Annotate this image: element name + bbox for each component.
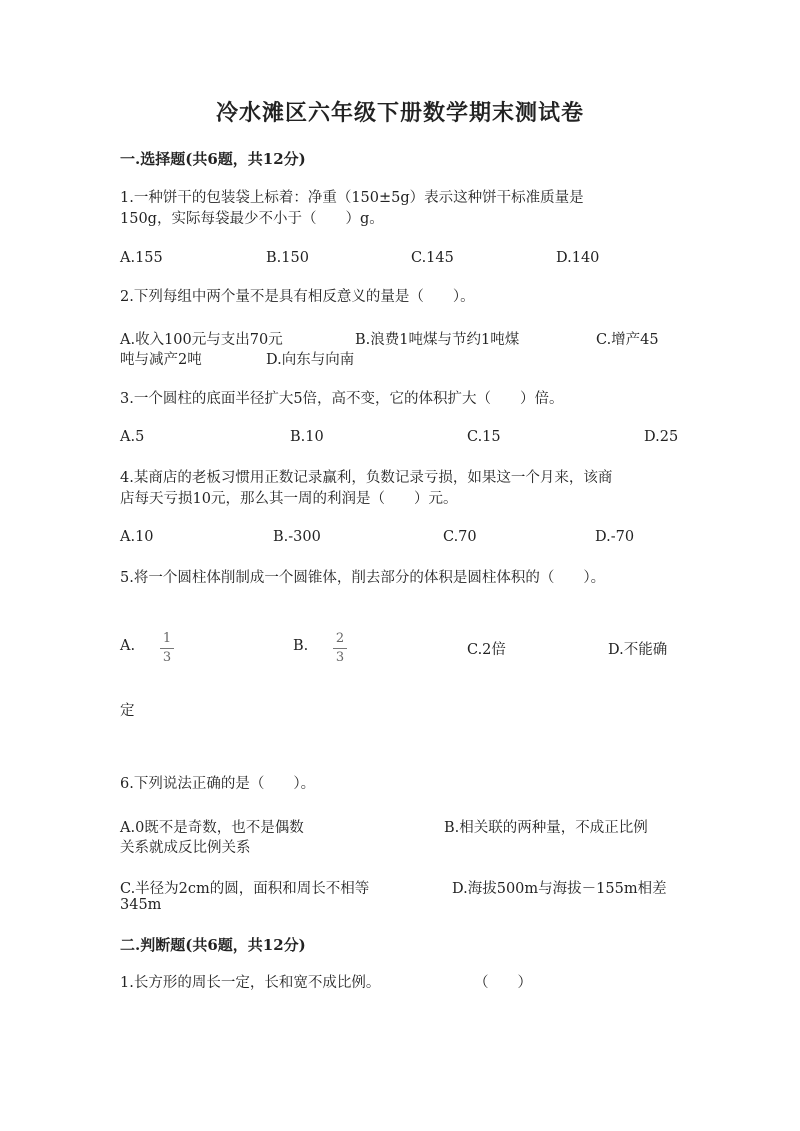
fraction-two-thirds — [333, 632, 347, 665]
question-1-option-d: D.140 — [556, 250, 600, 266]
question-6-option-b-cont: 关系就成反比例关系 — [120, 840, 251, 856]
question-2-option-c-cont: 吨与减产2吨 — [120, 352, 202, 368]
question-6-option-b: B.相关联的两种量，不成正比例 — [444, 820, 648, 836]
question-5-line-1: 5.将一个圆柱体削制成一个圆锥体，削去部分的体积是圆柱体积的（ ）。 — [120, 570, 606, 586]
question-1-line-1: 1.一种饼干的包装袋上标着：净重（150±5g）表示这种饼干标准质量是 — [120, 190, 584, 206]
answer-blank: （ ） — [474, 975, 532, 991]
question-4-line-1: 4.某商店的老板习惯用正数记录赢利，负数记录亏损，如果这一个月来，该商 — [120, 470, 613, 486]
fraction-bar — [160, 648, 174, 649]
question-4-option-b: B.-300 — [273, 529, 321, 545]
question-2-option-c: C.增产45 — [596, 332, 659, 348]
question-6-option-c: C.半径为2cm的圆，面积和周长不相等 — [120, 881, 370, 897]
fraction-bar — [333, 648, 347, 649]
question-4-option-c: C.70 — [443, 529, 477, 545]
judgment-question-1: 1.长方形的周长一定，长和宽不成比例。 — [120, 975, 381, 991]
question-4-option-a: A.10 — [120, 529, 154, 545]
question-3-option-a: A.5 — [120, 429, 145, 445]
fraction-numerator: 2 — [335, 631, 345, 646]
question-2-line-1: 2.下列每组中两个量不是具有相反意义的量是（ ）。 — [120, 289, 475, 305]
question-6-option-d: D.海拔500m与海拔－155m相差 — [452, 881, 667, 897]
question-3-line-1: 3.一个圆柱的底面半径扩大5倍，高不变，它的体积扩大（ ）倍。 — [120, 391, 564, 407]
question-2-option-a: A.收入100元与支出70元 — [120, 332, 283, 348]
question-3-option-d: D.25 — [644, 429, 679, 445]
question-2-option-d: D.向东与向南 — [266, 352, 355, 368]
question-1-line-2: 150g，实际每袋最少不小于（ ）g。 — [120, 211, 384, 227]
question-5-option-c: C.2倍 — [467, 642, 506, 658]
question-3-option-c: C.15 — [467, 429, 501, 445]
question-1-option-b: B.150 — [266, 250, 309, 266]
section-heading-judgment: 二.判断题(共6题，共12分) — [120, 936, 306, 954]
page-title: 冷水滩区六年级下册数学期末测试卷 — [215, 100, 584, 126]
fraction-one-third — [160, 632, 174, 665]
fraction-denominator: 3 — [335, 650, 345, 665]
question-1-option-c: C.145 — [411, 250, 454, 266]
fraction-numerator: 1 — [162, 631, 172, 646]
question-4-line-2: 店每天亏损10元，那么其一周的利润是（ ）元。 — [120, 491, 458, 507]
fraction-denominator: 3 — [162, 650, 172, 665]
question-5-option-b: B. — [293, 638, 309, 654]
question-1-option-a: A.155 — [120, 250, 163, 266]
question-6-option-a: A.0既不是奇数，也不是偶数 — [120, 820, 304, 836]
section-heading-choice: 一.选择题(共6题，共12分) — [120, 150, 306, 168]
question-2-option-b: B.浪费1吨煤与节约1吨煤 — [355, 332, 520, 348]
question-6-option-d-cont: 345m — [120, 897, 162, 913]
question-5-option-a: A. — [120, 638, 136, 654]
question-3-option-b: B.10 — [290, 429, 324, 445]
question-4-option-d: D.-70 — [595, 529, 635, 545]
question-6-line-1: 6.下列说法正确的是（ ）。 — [120, 776, 316, 792]
question-5-option-d: D.不能确 — [608, 642, 668, 658]
question-5-option-d-cont: 定 — [120, 703, 135, 719]
